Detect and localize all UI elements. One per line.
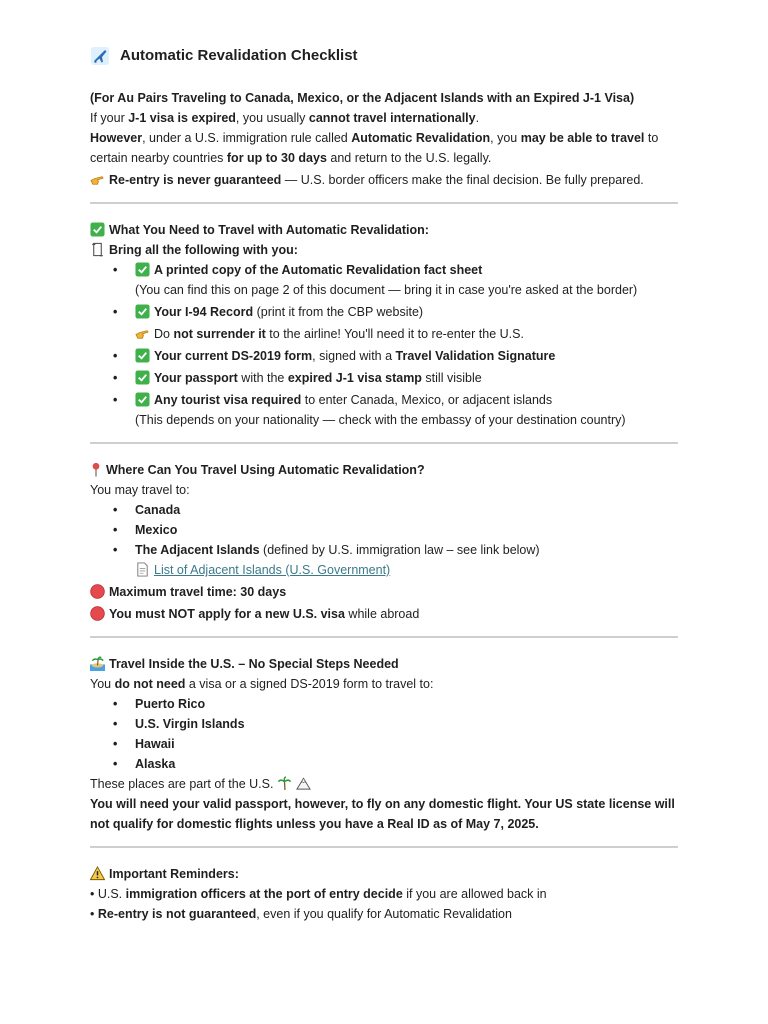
- intro-line-1: If your J-1 visa is expired, you usually cannot travel internationally.: [90, 111, 480, 125]
- check-box-icon: [90, 222, 105, 237]
- inside-list: [90, 694, 678, 774]
- document-icon: [135, 562, 150, 577]
- inside-line: You do not need a visa or a signed DS-2019 form to travel to:: [90, 677, 434, 691]
- no-new-visa: You must NOT apply for a new U.S. visa while abroad: [90, 604, 678, 624]
- where-intro: You may travel to:: [90, 483, 190, 497]
- list-item: • Canada: [135, 500, 678, 520]
- list-item-note: (This depends on your nationality — check with the embassy of your destination country): [135, 413, 626, 427]
- where-heading: Where Can You Travel Using Automatic Revalidation?: [90, 460, 678, 480]
- scroll-icon: [90, 242, 105, 257]
- bring-line: Bring all the following with you:: [90, 240, 678, 260]
- page-title: [90, 46, 678, 66]
- pointing-hand-icon: [90, 172, 105, 187]
- reminder-2: • Re-entry is not guaranteed, even if you qualify for Automatic Revalidation: [90, 907, 512, 921]
- intro-line-2: However, under a U.S. immigration rule called Automatic Revalidation, you may be able to travel to certain nearby countries for up to 30 days and return to the U.S. legally.: [90, 131, 659, 165]
- where-list: [90, 500, 678, 580]
- palm-tree-icon: [277, 776, 292, 791]
- list-item: • The Adjacent Islands (defined by U.S. immigration law – see link below) List of Adjacent Islands (U.S. Government): [135, 540, 678, 580]
- inside-heading: Travel Inside the U.S. – No Special Steps Needed: [90, 654, 678, 674]
- reminders-heading: Important Reminders:: [90, 864, 678, 884]
- list-item-note: Do not surrender it to the airline! You'll need it to re-enter the U.S.: [135, 324, 678, 344]
- passport-note: You will need your valid passport, however, to fly on any domestic flight. Your US state license will not qualify for domestic flights unless you have a Real ID as of May 7, 2025.: [90, 797, 675, 831]
- divider: [90, 636, 678, 638]
- airplane-icon: [90, 46, 110, 66]
- list-item: • Your current DS-2019 form, signed with a Travel Validation Signature: [135, 346, 678, 366]
- list-item: • Your I-94 Record (print it from the CBP website) Do not surrender it to the airline! You'll need it to re-enter the U.S.: [135, 302, 678, 344]
- check-box-icon: [135, 304, 150, 319]
- list-item: • Your passport with the expired J-1 visa stamp still visible: [135, 368, 678, 388]
- list-item: • Puerto Rico: [135, 694, 678, 714]
- red-circle-icon: [90, 584, 105, 599]
- check-box-icon: [135, 392, 150, 407]
- check-box-icon: [135, 348, 150, 363]
- pin-icon: [90, 462, 102, 477]
- max-travel: Maximum travel time: 30 days: [90, 582, 678, 602]
- part-of-us: These places are part of the U.S.: [90, 774, 678, 794]
- list-item: • Any tourist visa required to enter Canada, Mexico, or adjacent islands (This depends on your nationality — check with the embassy of your destination country): [135, 390, 678, 430]
- warning-icon: [90, 866, 105, 881]
- red-circle-icon: [90, 606, 105, 621]
- list-item: • Mexico: [135, 520, 678, 540]
- link-row: [135, 560, 678, 580]
- check-box-icon: [135, 370, 150, 385]
- check-box-icon: [135, 262, 150, 277]
- island-icon: [90, 656, 105, 671]
- adjacent-islands-link[interactable]: List of Adjacent Islands (U.S. Government): [154, 563, 391, 577]
- list-item: • Hawaii: [135, 734, 678, 754]
- list-item: • U.S. Virgin Islands: [135, 714, 678, 734]
- reentry-note: Re-entry is never guaranteed — U.S. border officers make the final decision. Be fully prepared.: [90, 170, 678, 190]
- need-list: [90, 260, 678, 430]
- list-item: • A printed copy of the Automatic Revalidation fact sheet (You can find this on page 2 of this document — bring it in case you're asked at the border): [135, 260, 678, 300]
- pointing-hand-icon: [135, 326, 150, 341]
- divider: [90, 846, 678, 848]
- need-heading: What You Need to Travel with Automatic Revalidation:: [90, 220, 678, 240]
- divider: [90, 442, 678, 444]
- list-item-note: (You can find this on page 2 of this document — bring it in case you're asked at the border): [135, 283, 638, 297]
- page-title-text: Automatic Revalidation Checklist: [120, 47, 358, 64]
- intro-subtitle: (For Au Pairs Traveling to Canada, Mexico, or the Adjacent Islands with an Expired J-1 Visa): [90, 91, 635, 105]
- divider: [90, 202, 678, 204]
- reminder-1: • U.S. immigration officers at the port of entry decide if you are allowed back in: [90, 887, 547, 901]
- list-item: • Alaska: [135, 754, 678, 774]
- mountain-icon: [296, 776, 311, 791]
